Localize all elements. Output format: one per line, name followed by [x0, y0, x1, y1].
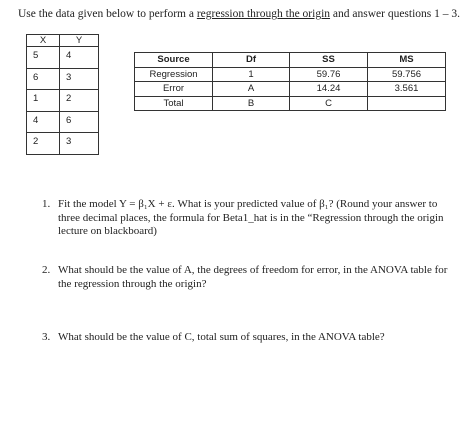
column-header-source: Source: [135, 53, 213, 68]
source-cell: Total: [135, 96, 213, 111]
ms-cell: 59.756: [368, 67, 446, 82]
table-row: [135, 82, 446, 97]
question-line: the regression through the origin?: [58, 277, 207, 290]
y-cell: 2: [60, 90, 99, 112]
table-row: [27, 111, 99, 133]
question-line: What should be the value of A, the degrees of freedom for error, in the ANOVA table for: [58, 264, 448, 276]
y-cell: 4: [60, 47, 99, 69]
question-number: 1.: [42, 198, 51, 210]
instructions-text-start: Use the data given below to perform a: [18, 8, 197, 20]
xy-data-table: [26, 34, 99, 155]
column-header-x: X: [27, 35, 60, 47]
table-header-row: [135, 53, 446, 68]
ms-cell: [368, 96, 446, 111]
source-cell: Regression: [135, 67, 213, 82]
question-text: [58, 331, 458, 345]
x-cell: 6: [27, 68, 60, 90]
table-row: [27, 68, 99, 90]
instructions-link-text: regression through the origin: [196, 8, 331, 20]
question-line: Fit the model Y = β₁X + ε. What is your predicted value of β₁? (Round your answer to: [58, 198, 438, 210]
column-header-y: Y: [60, 35, 99, 47]
table-row: [27, 47, 99, 69]
question-line: three decimal places, the formula for Beta1_hat is in the “Regression through the origin: [58, 211, 444, 224]
x-cell: 4: [27, 111, 60, 133]
df-cell: A: [213, 82, 290, 97]
table-row: [27, 90, 99, 112]
column-header-df: Df: [213, 53, 290, 68]
table-row: [27, 133, 99, 155]
question-number: 2.: [42, 264, 51, 276]
instructions: [18, 8, 460, 20]
y-cell: 3: [60, 68, 99, 90]
anova-table: [134, 52, 446, 111]
question-number: 3.: [42, 331, 51, 343]
x-cell: 2: [27, 133, 60, 155]
df-cell: 1: [213, 67, 290, 82]
ms-cell: 3.561: [368, 82, 446, 97]
ss-cell: 14.24: [290, 82, 368, 97]
question-line: lecture on blackboard): [58, 225, 157, 237]
table-header-row: [27, 35, 99, 47]
y-cell: 6: [60, 111, 99, 133]
question-text: [58, 264, 458, 291]
ss-cell: C: [290, 96, 368, 111]
source-cell: Error: [135, 82, 213, 97]
x-cell: 1: [27, 90, 60, 112]
column-header-ms: MS: [368, 53, 446, 68]
question-line: What should be the value of C, total sum of squares, in the ANOVA table?: [58, 331, 385, 343]
df-cell: B: [213, 96, 290, 111]
table-row: [135, 67, 446, 82]
table-row: [135, 96, 446, 111]
ss-cell: 59.76: [290, 67, 368, 82]
instructions-text-end: and answer questions 1 – 3.: [330, 8, 461, 20]
column-header-ss: SS: [290, 53, 368, 68]
question-text: [58, 198, 458, 239]
x-cell: 5: [27, 47, 60, 69]
y-cell: 3: [60, 133, 99, 155]
